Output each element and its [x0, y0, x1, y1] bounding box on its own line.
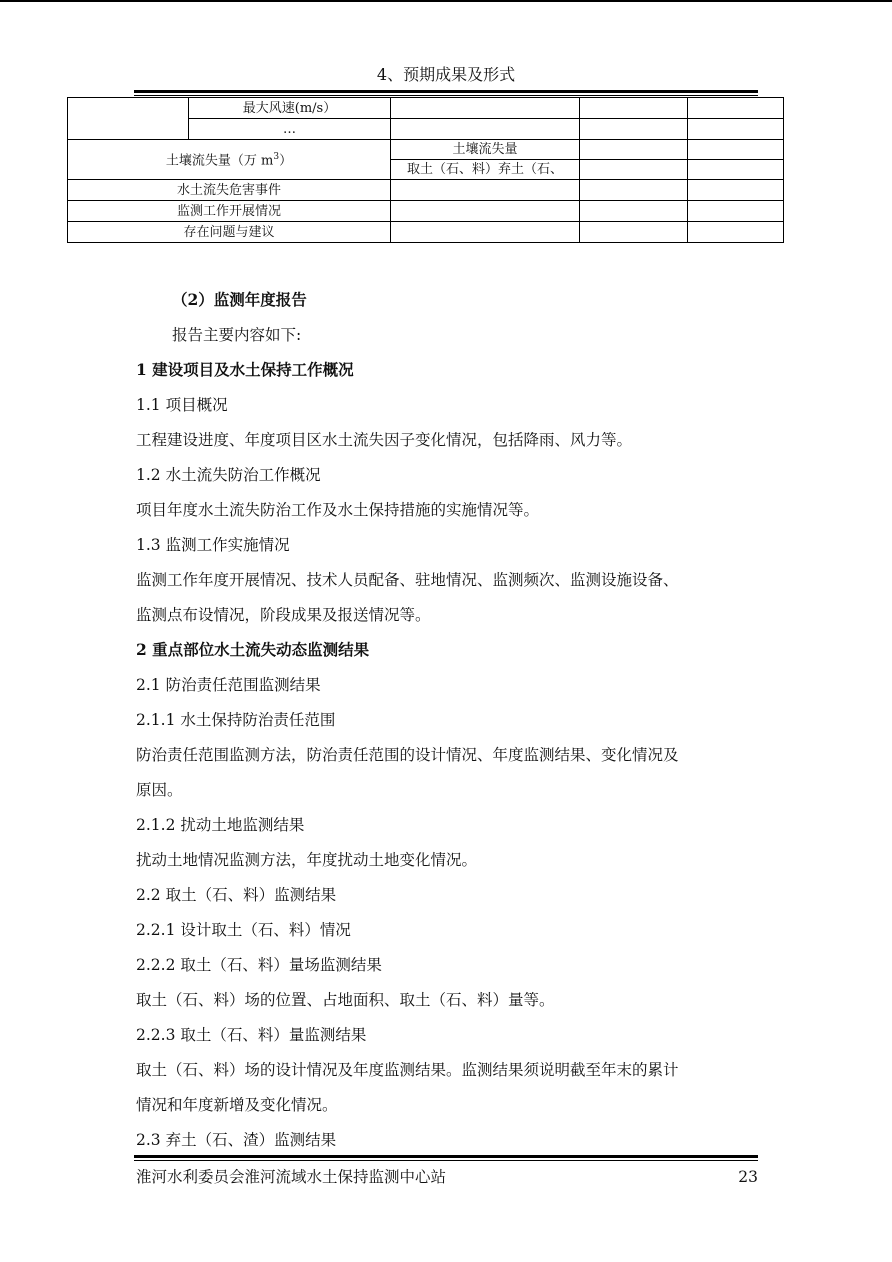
heading-2-1-1: 2.1.1 水土保持防治责任范围 [136, 711, 336, 729]
soil-loss-superscript: 3 [273, 152, 280, 163]
paragraph-2-2-3-line1: 取土（石、料）场的设计情况及年度监测结果。监测结果须说明截至年末的累计 [136, 1061, 679, 1079]
table-cell [688, 180, 784, 201]
table-cell [391, 201, 580, 222]
soil-loss-sub2: 取土（石、料）弃土（石、 [391, 160, 580, 180]
ellipsis-label: … [189, 119, 391, 140]
header-title: 4、预期成果及形式 [376, 65, 516, 84]
table-cell [580, 201, 688, 222]
paragraph-1-3-line2: 监测点布设情况，阶段成果及报送情况等。 [136, 606, 431, 624]
table-cell [688, 140, 784, 160]
issues-label: 存在问题与建议 [68, 222, 391, 243]
table-cell [580, 222, 688, 243]
table-row [68, 140, 784, 160]
paragraph-2-1-1-line1: 防治责任范围监测方法，防治责任范围的设计情况、年度监测结果、变化情况及 [136, 746, 679, 764]
heading-1-1: 1.1 项目概况 [136, 396, 228, 414]
table-cell [688, 222, 784, 243]
paragraph-2-2-3-line2: 情况和年度新增及变化情况。 [136, 1096, 338, 1114]
table-cell [391, 180, 580, 201]
footer-rule-thin [134, 1160, 758, 1161]
footer-rule-thick [134, 1155, 758, 1158]
table-cell [688, 160, 784, 180]
footer-organization: 淮河水利委员会淮河流域水土保持监测中心站 [136, 1168, 447, 1186]
table-row [68, 98, 784, 119]
heading-1-3: 1.3 监测工作实施情况 [136, 536, 290, 554]
soil-loss-sub1: 土壤流失量 [391, 140, 580, 160]
paragraph-2-1-1-line2: 原因。 [136, 781, 183, 799]
table-cell [580, 180, 688, 201]
table-cell [580, 140, 688, 160]
table-cell [391, 98, 580, 119]
monitoring-work-label: 监测工作开展情况 [68, 201, 391, 222]
table-row [68, 180, 784, 201]
soil-loss-label [68, 140, 391, 180]
paragraph-1-1: 工程建设进度、年度项目区水土流失因子变化情况，包括降雨、风力等。 [136, 431, 633, 449]
table-cell [391, 222, 580, 243]
page-number: 23 [738, 1168, 758, 1186]
heading-2-2-2: 2.2.2 取土（石、料）量场监测结果 [136, 956, 382, 974]
heading-2-2-3: 2.2.3 取土（石、料）量监测结果 [136, 1026, 367, 1044]
paragraph-2-1-2: 扰动土地情况监测方法，年度扰动土地变化情况。 [136, 851, 478, 869]
heading-2-2-1: 2.2.1 设计取土（石、料）情况 [136, 921, 351, 939]
table-cell [688, 98, 784, 119]
table-cell [580, 119, 688, 140]
soil-loss-text: 土壤流失量（万 m [165, 153, 274, 169]
table-row [68, 201, 784, 222]
heading-1-2: 1.2 水土流失防治工作概况 [136, 466, 321, 484]
table-cell [391, 119, 580, 140]
soil-loss-close: ） [279, 153, 293, 169]
header-rule-thin [134, 95, 758, 96]
paragraph-1-2: 项目年度水土流失防治工作及水土保持措施的实施情况等。 [136, 501, 540, 519]
heading-2-3: 2.3 弃土（石、渣）监测结果 [136, 1131, 337, 1149]
section-title: （2）监测年度报告 [172, 290, 307, 309]
paragraph-1-3-line1: 监测工作年度开展情况、技术人员配备、驻地情况、监测频次、监测设施设备、 [136, 571, 679, 589]
paragraph-2-2-2: 取土（石、料）场的位置、占地面积、取土（石、料）量等。 [136, 991, 555, 1009]
header-rule-thick [134, 90, 758, 93]
heading-1: 1 建设项目及水土保持工作概况 [136, 360, 354, 379]
page-top-border [0, 0, 892, 2]
intro-text: 报告主要内容如下: [172, 326, 302, 344]
table-cell [580, 160, 688, 180]
table-cell [68, 98, 189, 140]
monitoring-form-table [67, 97, 784, 243]
table-cell [688, 119, 784, 140]
heading-2-1-2: 2.1.2 扰动土地监测结果 [136, 816, 305, 834]
wind-speed-label: 最大风速(m/s） [189, 98, 391, 119]
heading-2: 2 重点部位水土流失动态监测结果 [136, 640, 370, 659]
table-cell [580, 98, 688, 119]
table-row [68, 222, 784, 243]
table-cell [688, 201, 784, 222]
heading-2-2: 2.2 取土（石、料）监测结果 [136, 886, 337, 904]
heading-2-1: 2.1 防治责任范围监测结果 [136, 676, 321, 694]
hazard-label: 水土流失危害事件 [68, 180, 391, 201]
